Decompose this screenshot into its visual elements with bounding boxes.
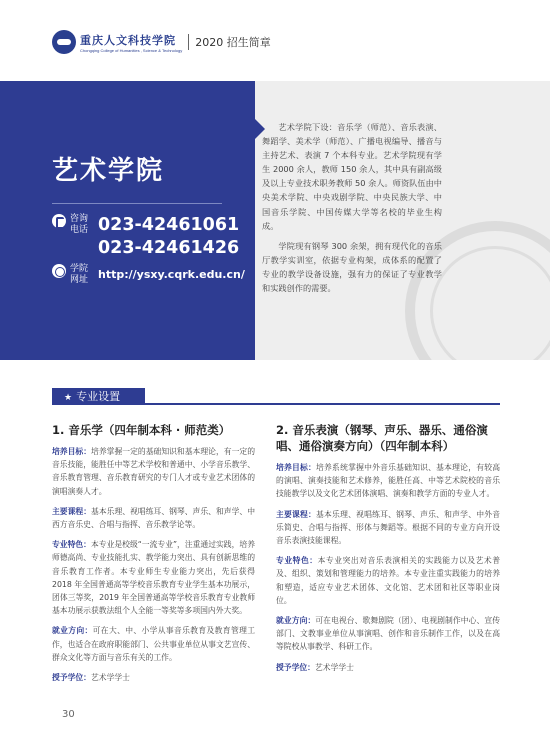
major-item: [276, 661, 500, 674]
header-divider: [188, 34, 189, 50]
intro-paragraph-1: 艺术学院下设：音乐学（师范）、音乐表演、舞蹈学、美术学（师范）、广播电视编导、播音与主持艺术、表演 7 个本科专业。艺术学院现有学生 2000 余人，教师 150 余人，其中具有副高级及以上专业技术职务教师 50 余人。师资队伍由中央美术学院、中央戏剧学院、中央民族大学、中国音乐学院、中国传媒大学等名校的毕业生构成。: [262, 122, 442, 231]
item-text: 本专业是校级“一流专业”，注重通过实践，培养师德高尚、专业技能扎实、教学能力突出、具有创新思维的音乐教育工作者。本专业师生专业能力突出，先后获得 2018 年全国普通高等学校音乐教育专业学生基本功展示，团体三等奖，2019 年全国普通高等学校音乐教育专业教师基本功展示获教法组个人全能一等奖等多项国内外大奖。: [52, 540, 255, 616]
item-label: 主要课程：: [52, 506, 92, 516]
college-name-title: 艺术学院: [52, 156, 165, 186]
section-tab: [52, 388, 145, 405]
major-item: [276, 614, 500, 654]
page-number: 30: [62, 709, 75, 720]
college-logo: [80, 32, 182, 53]
major-item: [276, 461, 500, 501]
item-label: 培养目标：: [52, 447, 92, 456]
college-logo-icon: [52, 30, 76, 54]
phone-numbers: [98, 214, 239, 260]
item-label: 主要课程：: [276, 509, 317, 519]
website-contact: [52, 264, 245, 286]
item-text: 本专业突出对音乐表演相关的实践能力以及艺术普及、组织、策划和管理能力的培养。本专业注重实践能力的培养和塑造，适应专业艺术团体、文化馆、艺术团和社区等职业岗位。: [276, 556, 500, 605]
major-item: [276, 554, 500, 607]
major-music-education: [52, 420, 255, 691]
phone-label: 咨询电话: [70, 214, 89, 235]
item-text: 基本乐理、视唱练耳、钢琴、声乐、和声学、中外音乐简史、合唱与指挥、形体与舞蹈等。根据不同的专业方向开设音乐表演技能课程。: [276, 509, 501, 546]
major-item: [52, 624, 255, 664]
major-title: 2. 音乐表演（钢琴、声乐、器乐、通俗演唱、通俗演奏方向）（四年制本科）: [276, 423, 488, 453]
major-item: [52, 671, 255, 684]
item-text: 可在大、中、小学从事音乐教育及教育管理工作，也适合在政府职能部门、公共事业单位从事文艺宣传、群众文化等方面与音乐有关的工作。: [52, 626, 256, 662]
item-label: 就业方向：: [276, 616, 316, 626]
item-label: 授予学位：: [52, 673, 91, 683]
item-text: 基本乐理、视唱练耳、钢琴、声乐、和声学、中西方音乐史、合唱与指挥、音乐教学论等。: [52, 506, 256, 530]
item-label: 专业特色：: [52, 540, 91, 550]
website-label: 学院网址: [70, 264, 89, 285]
website-value: [98, 264, 245, 282]
phone-contact: [52, 214, 239, 260]
section-header-majors: [52, 388, 500, 405]
item-text: 艺术学学士: [314, 662, 354, 672]
major-music-performance: [276, 420, 500, 681]
phone-number-1: 023-42461061: [98, 215, 240, 235]
item-text: 培养掌握一定的基础知识和基本理论，有一定的音乐技能，能胜任中等艺术学校和普通中、小学音乐教学、音乐教育管理、音乐教育研究的专门人才或专业艺术团体的演唱演奏人才。: [52, 447, 256, 496]
college-introduction: [262, 120, 442, 301]
major-item: [52, 505, 255, 531]
item-text: 艺术学学士: [90, 673, 130, 683]
item-label: 专业特色：: [276, 556, 318, 566]
item-text: 可在电视台、歌舞剧院（团）、电视剧制作中心、宣传部门、文教事业单位从事演唱、创作和音乐制作工作，以及在高等院校从事教学、科研工作。: [276, 616, 500, 652]
item-text: 培养系统掌握中外音乐基础知识、基本理论，有较高的演唱、演奏技能和艺术修养，能胜任高、中等艺术院校的音乐技能教学以及文化艺术团体演唱、演奏和教学方面的专业人才。: [276, 463, 501, 499]
intro-paragraph-2: 学院现有钢琴 300 余架，拥有现代化的音乐厅教学实训室，依据专业构架，成体系的配置了专业的教学设备设施，强有力的保证了专业教学和实践创作的需要。: [262, 240, 442, 294]
major-item: [52, 445, 255, 498]
star-icon: ★: [64, 393, 73, 403]
brochure-title: 2020 招生简章: [195, 36, 271, 49]
major-item: [276, 508, 500, 548]
phone-icon: [52, 214, 66, 228]
phone-number-2: 023-42461426: [98, 238, 240, 258]
logo-english-name: Chongqing College of Humanities , Science & Technology: [80, 47, 183, 53]
globe-icon: [52, 264, 66, 278]
item-label: 培养目标：: [276, 463, 317, 472]
item-label: 就业方向：: [52, 626, 93, 636]
item-label: 授予学位：: [276, 662, 315, 672]
hero-divider-line: [52, 203, 222, 204]
logo-chinese-name: 重庆人文科技学院: [80, 33, 176, 47]
section-title: 专业设置: [76, 390, 121, 403]
page-header: [52, 28, 271, 56]
website-url[interactable]: http://ysxy.cqrk.edu.cn/: [98, 268, 245, 281]
major-item: [52, 538, 255, 617]
major-title: 1. 音乐学（四年制本科 · 师范类）: [52, 423, 231, 437]
